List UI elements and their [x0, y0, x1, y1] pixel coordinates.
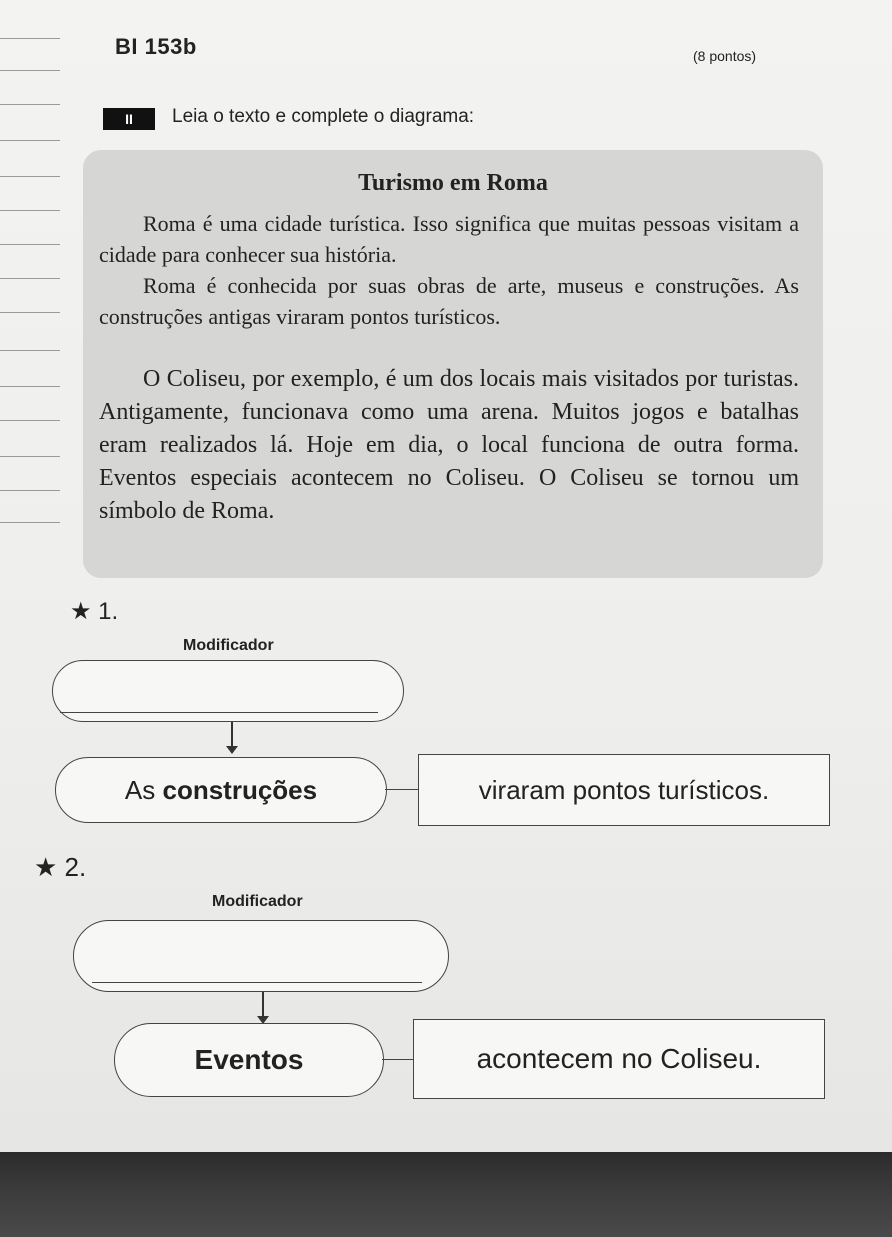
connector-line [385, 789, 419, 790]
subject-article: As [124, 774, 163, 805]
answer-line [92, 982, 422, 983]
answer-line [60, 712, 378, 713]
predicate-box: viraram pontos turísticos. [418, 754, 830, 826]
reading-passage [83, 150, 823, 578]
modifier-label: Modificador [212, 893, 303, 910]
worksheet-code: BI 153b [115, 34, 197, 59]
connector-line [382, 1059, 414, 1060]
passage-title: Turismo em Roma [358, 170, 548, 196]
predicate-box: acontecem no Coliseu. [413, 1019, 825, 1099]
subject-box [55, 757, 387, 823]
modifier-label: Modificador [183, 637, 274, 654]
points-label: (8 pontos) [693, 48, 757, 64]
question-1-number: ★ 1. [70, 598, 119, 625]
background-surface [0, 1152, 892, 1237]
down-arrow-icon [262, 992, 264, 1016]
down-arrow-icon [231, 722, 233, 746]
subject-box: Eventos [114, 1023, 384, 1097]
notebook-margin-lines [0, 0, 70, 1155]
exercise-instruction: Leia o texto e complete o diagrama: [172, 106, 475, 127]
passage-paragraph: Roma é uma cidade turística. Isso significa que muitas pessoas visitam a cidade para conhecer sua história. [99, 211, 799, 267]
question-2-number: ★ 2. [34, 852, 87, 882]
passage-paragraph: Roma é conhecida por suas obras de arte, museus e construções. As construções antigas viraram pontos turísticos. [99, 273, 799, 329]
passage-paragraph: O Coliseu, por exemplo, é um dos locais mais visitados por turistas. Antigamente, funcionava como uma arena. Muitos jogos e batalhas eram realizados lá. Hoje em dia, o local funciona de outra forma. Eventos especiais acontecem no Coliseu. O Coliseu se tornou um símbolo de Roma. [99, 366, 799, 524]
exercise-badge: II [103, 108, 155, 130]
subject-noun: construções [162, 774, 318, 805]
